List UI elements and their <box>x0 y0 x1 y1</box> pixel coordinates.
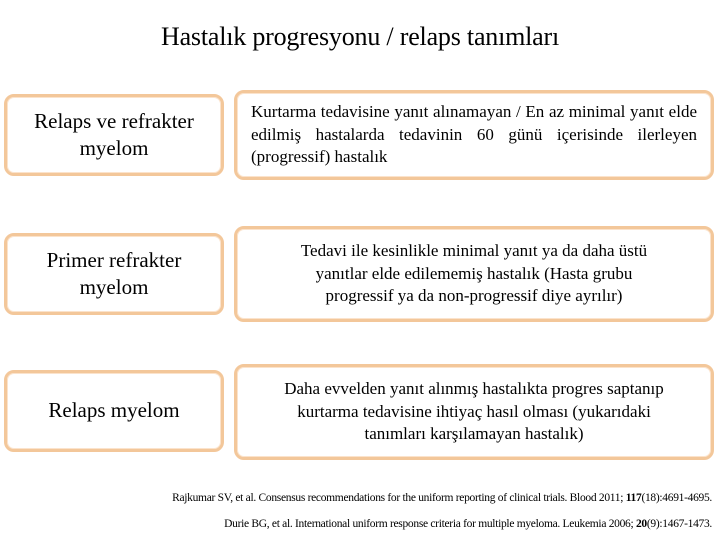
definition-box-primary-refractory <box>234 226 714 322</box>
term-label: Relaps myelom <box>48 398 180 423</box>
definition-text: Tedavi ile kesinlikle minimal yanıt ya da daha üstü yanıtlar elde edilememiş hastalık (Hasta grubu progressif ya da non-progressif diye ayrılır) <box>300 240 648 306</box>
page-title: Hastalık progresyonu / relaps tanımları <box>161 22 559 51</box>
term-label: Primer refrakter myelom <box>46 247 182 299</box>
term-box-relapsed-refractory <box>4 94 224 176</box>
reference-1: Rajkumar SV, et al. Consensus recommendations for the uniform reporting of clinical trials. Blood 2011; 117(18):4691-4695. <box>172 492 712 504</box>
term-label: Relaps ve refrakter myelom <box>34 108 194 160</box>
definition-text: Daha evvelden yanıt alınmış hastalıkta progres saptanıp kurtarma tedavisine ihtiyaç hasıl olması (yukarıdaki tanımları karşılamayan hastalık) <box>284 378 664 444</box>
term-box-primary-refractory <box>4 233 224 315</box>
definition-box-relapsed-refractory <box>234 90 714 180</box>
definition-text: Kurtarma tedavisine yanıt alınamayan / En az minimal yanıt elde edilmiş hastalarda tedavinin 60 günü içerisinde ilerleyen (progressif) hastalık <box>251 101 697 167</box>
term-box-relapsed <box>4 370 224 452</box>
definition-box-relapsed <box>234 364 714 460</box>
reference-2: Durie BG, et al. International uniform response criteria for multiple myeloma. Leukemia 2006; 20(9):1467-1473. <box>224 518 712 530</box>
